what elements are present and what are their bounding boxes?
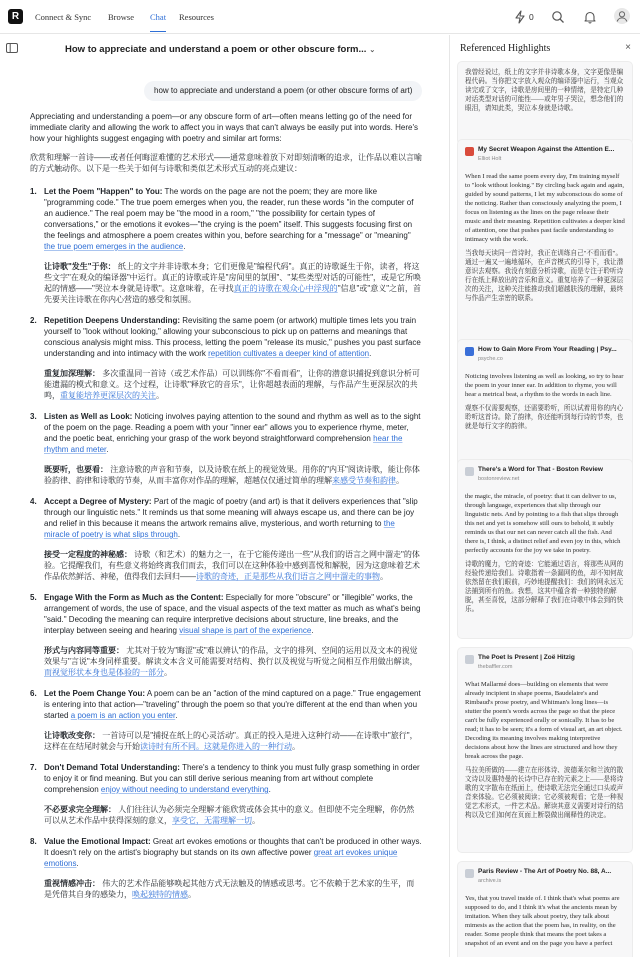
list-item-zh <box>44 730 422 752</box>
list-item-title-en: Value the Emotional Impact: <box>44 837 151 846</box>
highlight-card[interactable] <box>457 459 633 639</box>
list-item-end-en: . <box>106 445 109 454</box>
list-item-en <box>44 688 422 721</box>
list-item-title-zh: 不必要求完全理解： <box>44 805 116 814</box>
citation-link[interactable]: 真正的诗歌在观众心中浮现的 <box>233 284 338 293</box>
list-item-number: 2. <box>30 316 37 325</box>
list-item-title-en: Let the Poem "Happen" to You: <box>44 187 163 196</box>
answer-list-item <box>30 688 422 752</box>
list-item-title-en: Accept a Degree of Mystery: <box>44 497 152 506</box>
citation-link[interactable]: 重复能培养更深层次的关注 <box>60 391 156 400</box>
list-item-zh <box>44 804 422 826</box>
lightning-icon[interactable] <box>513 10 527 24</box>
citation-link[interactable]: hear the rhythm and meter <box>44 434 403 454</box>
source-favicon-icon <box>465 655 474 664</box>
answer-list <box>30 186 422 900</box>
highlight-card-header <box>465 146 625 168</box>
list-item-title-zh: 既要听，也要看： <box>44 465 108 474</box>
list-item-number: 3. <box>30 412 37 421</box>
nav-browse[interactable]: Browse <box>108 12 134 22</box>
sidebar-toggle-icon[interactable] <box>6 43 18 53</box>
list-item-body-zh: 诗歌（和艺术）的魅力之一，在于它能传递出一些"从我们的语言之网中溜走"的体验。它提醒我们，有些意义将始终离我们而去，我们可以在这种体验中感到喜悦和解脱，因为这意味着艺术作品依然鲜活、神秘，值得我们去回归—— <box>44 550 420 581</box>
referenced-highlights-panel <box>449 35 640 957</box>
highlight-source-domain: bostonreview.net <box>478 476 520 482</box>
answer-list-item <box>30 836 422 900</box>
list-item-body-en: Part of the magic of poetry (and art) is that it delivers experiences that "slip through our linguistic nets." It reminds us that some meaning will always escape us, and there can be joy and relief in this because it means the artwork remains alive, mysterious, and worth returning to <box>44 497 418 528</box>
source-favicon-icon <box>465 869 474 878</box>
list-item-body-en: A poem can be an "action of the mind captured on a page." True engagement is entering into that action—"traveling" through the poem so that you're different at the end than when you started <box>44 689 421 720</box>
highlight-source-title[interactable]: The Poet Is Present | Zoë Hitzig <box>478 654 575 661</box>
thread-title-text: How to appreciate and understand a poem or other obscure form... <box>65 44 367 55</box>
citation-link[interactable]: visual shape is part of the experience <box>179 626 312 635</box>
list-item-end-zh: 。 <box>156 391 164 400</box>
list-item-zh <box>44 645 422 678</box>
citation-link[interactable]: a poem is an action you enter <box>70 711 176 720</box>
list-item-end-en: . <box>76 859 79 868</box>
list-item-body-en: Noticing involves paying attention to the sound and rhythm as well as to the sight of the poem on the page. Reading a poem with your "inner ear" allows you to experience rhyme, meter, and the poetic beat, enriching your grasp of the work beyond straightforward comprehension <box>44 412 421 443</box>
list-item-body-en: Especially for more "obscure" or "illegible" works, the arrangement of words, the use of space, and the visual aspects of the text matter as much as what's being "said." Decoding the meaning can require interpretive decisions about structure, line breaks, and the interplay between seeing and hearing <box>44 593 421 635</box>
list-item-title-zh: 接受一定程度的神秘感： <box>44 550 132 559</box>
highlight-source-author: Elliot Holt <box>478 156 502 162</box>
highlight-card-header <box>465 868 625 890</box>
citation-link[interactable]: enjoy without needing to understand everything <box>100 785 269 794</box>
list-item-body-en: The words on the page are not the poem; they are more like "programming code." The true poem emerges when you, the reader, run these words "in the computer of an audience." The real poem may be "the mood in a room," "the possibility for certain types of conversations," or the emotions it evokes—"the crying is the poem" itself. This suggests focusing first on the feelings and atmosphere a poem creates within you, before searching for a "message" or "meaning" <box>44 187 414 240</box>
list-item-title-zh: 重复加深理解： <box>44 369 100 378</box>
nav-chat[interactable]: Chat <box>150 12 167 22</box>
citation-link[interactable]: 诗歌的奇迹，正是那些从我们语言之网中溜走的事物 <box>196 572 380 581</box>
citation-link[interactable]: 读诗时有所不同。这就是你进入的一种行动 <box>140 742 292 751</box>
list-item-title-en: Repetition Deepens Understanding: <box>44 316 181 325</box>
answer-list-item <box>30 186 422 305</box>
list-item-end-zh: 。 <box>252 816 260 825</box>
citation-link[interactable]: repetition cultivates a deeper kind of attention <box>208 349 370 358</box>
highlight-source-domain: thebaffler.com <box>478 664 513 670</box>
list-item-zh <box>44 549 422 582</box>
list-item-zh <box>44 464 422 486</box>
list-item-end-zh: "信息"或"意义"之前，首先要关注诗歌在你内心营造的感受和氛围。 <box>44 284 422 304</box>
close-icon[interactable]: × <box>625 42 631 53</box>
user-icon <box>614 8 630 24</box>
highlight-text-en: When I read the same poem every day, I'm training myself to "look without looking." By circling back again and again, guided by sound patterns, I let my subconscious do some of the noticing. Rather than consciously analyzing the poem, I focus on listening as the lines on the page release their music and their meaning. Repetition cultivates a deeper kind of attention, one that pushes past facile understanding to intimacy with the work. <box>465 173 625 243</box>
list-item-body-zh: 人们往往认为必须完全理解才能欣赏或体会其中的意义。但即使不完全理解，你仍然可以从艺术作品中获得深刻的意义， <box>44 805 415 825</box>
highlight-text-zh: 我曾经说过，纸上的文字并非诗歌本身，文字更像是编程代码。当你把文字放入观众的编译器中运行，当观众读完或了文字，诗歌是房间里的一种情绪，是特定几种对话类型对话的可能性——或年男子哭泣，想念他们的眼泪，请知此类，哭泣本身就是诗歌。 <box>465 69 624 112</box>
citation-link[interactable]: the true poem emerges in the audience <box>44 242 184 251</box>
list-item-end-zh: 。 <box>380 572 388 581</box>
list-item-body-en: Revisiting the same poem (or artwork) multiple times lets you train yourself to "look without looking," allowing your subconscious to pick up on patterns and meanings that conscious analysis might miss. This process, letting the poem "release its music," pushes you past surface understanding and into intimacy with the work <box>44 316 421 358</box>
list-item-zh <box>44 878 422 900</box>
highlight-text-en: Yes, that you travel inside of. I think that's what poems are supposed to do, and I think it's what the ancients mean by imitation. When they talk about poetry, they talk about mimesis as the action that the poem has, in reality, on the reader. Some people think that means the poet takes a snapshot of an event and on the page you have a perfect <box>465 895 620 947</box>
list-item-end-en: . <box>177 530 181 539</box>
list-item-end-zh: 。 <box>164 668 172 677</box>
list-item-body-en: There's a tendency to think you must fully grasp something in order to enjoy it or find meaning. But you can still derive serious meaning from art without complete comprehension <box>44 763 420 794</box>
highlight-card[interactable] <box>457 861 633 957</box>
list-item-number: 6. <box>30 689 37 698</box>
list-item-body-zh: 纸上的文字并非诗歌本身；它们更像是"编程代码"。真正的诗歌诞生于你，读者，将这些文字"在观众的编译器"中运行。真正的诗歌或许是"房间里的氛围"、"某些类型对话的可能性"，或是它所唤起的情感——"哭泣本身就是诗歌"。这意味着，在寻找 <box>44 262 422 293</box>
search-icon[interactable] <box>551 10 565 24</box>
list-item-body-zh: 一首诗可以是"捕捉在纸上的心灵活动"。真正的投入是进入这种行动——在诗歌中"旅行"，这样在在结尾时就会与开始 <box>44 731 418 751</box>
list-item-en <box>44 315 422 359</box>
list-item-title-en: Let the Poem Change You: <box>44 689 146 698</box>
list-item-number: 8. <box>30 837 37 846</box>
highlight-text-zh: 诗歌的魔力，它的奇迹：它能通过语言，将那些从网的经验传递给我们。诗歌指着一条漏网的鱼，却不知何故依然留在我们眼前，巧妙地提醒我们：我们的网永远无法捕到所有的鱼。我想，这其中蕴含着一种独特的解脱，甚至喜悦，这部分解释了我们在诗歌中体会到的快乐。 <box>465 561 624 613</box>
list-item-title-en: Listen as Well as Look: <box>44 412 133 421</box>
panel-title: Referenced Highlights <box>460 43 551 54</box>
answer-list-item <box>30 592 422 678</box>
highlight-source-title[interactable]: There's a Word for That - Boston Review <box>478 466 603 473</box>
answer-list-item <box>30 762 422 826</box>
list-item-end-en: . <box>183 242 186 251</box>
highlight-card-header <box>465 346 625 368</box>
list-item-body-zh: 多次重温同一首诗（或艺术作品）可以训练你"不看而看"，让你的潜意识捕捉到意识分析可能遗漏的模式和意义。这个过程，让诗歌"释放它的音乐"，让你超越表面的理解，与作品产生更深层次的共鸣， <box>44 369 420 400</box>
assistant-answer <box>30 111 422 910</box>
highlight-card-header <box>465 654 625 676</box>
answer-list-item <box>30 315 422 401</box>
answer-intro-en: Appreciating and understanding a poem—or any obscure form of art—often means letting go of the need for immediate clarity and allowing the work to affect you in ways that can't always be easily put into words. Here's how your highlights suggest engaging with poetry and similar art forms: <box>30 112 418 143</box>
highlight-source-title[interactable]: How to Gain More From Your Reading | Psy... <box>478 346 617 353</box>
highlight-text-zh: 马拉美所做的——建立在形体诗、波德莱尔和兰波的散文诗以及惠特曼的长诗中已存在的元素之上——是将诗歌的文字散布在纸面上，使诗歌无法完全通过口头或声音来体验。它必须被阅读；它必须被观看；它是一种视觉艺术形式，一件艺术品。解读其意义需要对诗行的结构以及它们如何在页面上断裂做出阐释性的决定。 <box>465 767 624 819</box>
list-item-end-en: . <box>268 785 271 794</box>
highlight-source-title[interactable]: My Secret Weapon Against the Attention E... <box>478 146 615 153</box>
answer-list-item <box>30 496 422 582</box>
list-item-title-zh: 让诗歌改变你： <box>44 731 100 740</box>
list-item-body-en: Great art evokes emotions or thoughts that can't be produced in other ways. It doesn't rely on the artist's biography but stands on its own affective power <box>44 837 422 857</box>
highlight-source-domain: psyche.co <box>478 356 503 362</box>
logo-icon[interactable]: R <box>8 9 23 24</box>
avatar[interactable] <box>614 8 630 24</box>
answer-intro-zh: 欣赏和理解一首诗——或者任何晦涩难懂的艺术形式——通常意味着放下对即刻清晰的追求，让作品以难以言喻的方式触动你。以下是一些关于如何与诗歌和类似艺术形式互动的亮点建议： <box>30 153 422 173</box>
list-item-en <box>44 592 422 636</box>
list-item-en <box>44 411 422 455</box>
list-item-en <box>44 762 422 795</box>
thread-title[interactable] <box>65 44 375 55</box>
list-item-zh <box>44 261 422 305</box>
list-item-number: 4. <box>30 497 37 506</box>
list-item-title-en: Don't Demand Total Understanding: <box>44 763 180 772</box>
chat-main <box>0 35 448 957</box>
top-navigation <box>0 0 640 34</box>
highlight-text-zh: 观察不仅需要观察，还需要聆听，所以试着用你的内心聆听这首诗。除了韵律，你还能听到每行诗的节奏，也就是每行文字的韵律。 <box>465 405 624 430</box>
highlight-card[interactable] <box>457 647 633 853</box>
list-item-title-zh: 重视情感冲击： <box>44 879 100 888</box>
user-message: how to appreciate and understand a poem (or other obscure forms of art) <box>144 81 422 101</box>
chevron-down-icon[interactable]: ⌄ <box>369 47 376 54</box>
list-item-end-en: . <box>369 349 372 358</box>
list-item-body-zh: 注意诗歌的声音和节奏，以及诗歌在纸上的视觉效果。用你的"内耳"阅读诗歌，能让你体验韵律、韵律和诗歌的节奏，从而丰富你对作品的理解，超越仅仅通过简单的理解 <box>44 465 420 485</box>
list-item-end-en: . <box>311 626 314 635</box>
list-item-en <box>44 496 422 540</box>
citation-link[interactable]: 而视觉形状本身也是体验的一部分 <box>44 668 164 677</box>
list-item-en <box>44 836 422 869</box>
source-favicon-icon <box>465 347 474 356</box>
list-item-end-zh: 。 <box>188 890 196 899</box>
list-item-body-zh: 尤其对于较为"晦涩"或"难以辨认"的作品，文字的排列、空间的运用以及文本的视觉效果与"言说"本身同样重要。解读文本含义可能需要对结构、换行以及视觉与听觉之间相互作用做出解读， <box>44 646 418 666</box>
source-favicon-icon <box>465 467 474 476</box>
list-item-body-zh: 伟大的艺术作品能够唤起其他方式无法触及的情感或思考。它不依赖于艺术家的生平，而是凭借其自身的感染力， <box>44 879 415 899</box>
highlight-source-domain: archive.is <box>478 878 502 884</box>
highlight-text-en: Noticing involves listening as well as looking, so try to hear the poem in your inner ear. In addition to rhyme, you will hear a metrical beat, a rhythm to the words in each line. <box>465 373 624 398</box>
list-item-number: 7. <box>30 763 37 772</box>
list-item-end-en: . <box>175 711 178 720</box>
answer-list-item <box>30 411 422 486</box>
list-item-number: 5. <box>30 593 37 602</box>
highlight-source-title[interactable]: Paris Review - The Art of Poetry No. 88, A... <box>478 868 612 875</box>
list-item-en <box>44 186 422 252</box>
highlight-card-header <box>465 466 625 488</box>
highlight-text-en: What Mallarmé does—building on elements that were already incipient in shape poems, Baudelaire's and Rimbaud's prose poetry, and Whitman's long lines—is stutter the poem's words across the page so that the piece can't be fully experienced orally or sonically. It has to be read; it has to be seen; it's a form of visual art, an art object. Decoding its meaning involves making interpretive decisions about how the lines are structured and how they break across the page. <box>465 681 623 760</box>
list-item-zh <box>44 368 422 401</box>
list-item-title-en: Engage With the Form as Much as the Content: <box>44 593 224 602</box>
list-item-end-zh: 。 <box>396 476 404 485</box>
list-item-title-zh: 让诗歌"发生"于你： <box>44 262 116 271</box>
list-item-title-zh: 形式与内容同等重要： <box>44 646 124 655</box>
citation-link[interactable]: 享受它，无需理解一切 <box>172 816 252 825</box>
list-item-number: 1. <box>30 187 37 196</box>
highlight-text-zh: 当我每天读同一首诗时，我正在训练自己"不看而看"。通过一遍又一遍地循环，在声音模式的引导下，我让潜意识去观察。我没有刻意分析诗歌，而是专注于聆听诗行在纸上释放出的音乐和意义。重复培养了一种更深层次的关注，这种关注能推动我们超越肤浅的理解，最终与作品产生亲密的联系。 <box>465 250 624 302</box>
list-item-end-zh: 。 <box>292 742 300 751</box>
nav-connect-sync[interactable]: Connect & Sync <box>35 12 92 22</box>
bell-icon[interactable] <box>583 10 597 24</box>
highlight-card[interactable] <box>457 61 633 145</box>
citation-link[interactable]: great art evokes unique emotions <box>44 848 398 868</box>
citation-link[interactable]: 来感受节奏和韵律 <box>332 476 396 485</box>
highlight-card[interactable] <box>457 139 633 363</box>
highlight-text-en: the magic, the miracle, of poetry: that it can deliver to us, through language, experiences that slip through our linguistic nets. And by pointing to a fish that slips through this net and yet is somehow still ours to behold, it subtly reminds us that our net can never catch all the fish. And there is, I think, a distinct relief and even joy in this, which perfectly accounts for the joy we take in poetry. <box>465 493 621 554</box>
nav-resources[interactable]: Resources <box>179 12 214 22</box>
citation-link[interactable]: 唤起独特的情感 <box>132 890 188 899</box>
source-favicon-icon <box>465 147 474 156</box>
lightning-count: 0 <box>529 12 534 22</box>
citation-link[interactable]: the miracle of poetry is what slips through <box>44 519 395 539</box>
